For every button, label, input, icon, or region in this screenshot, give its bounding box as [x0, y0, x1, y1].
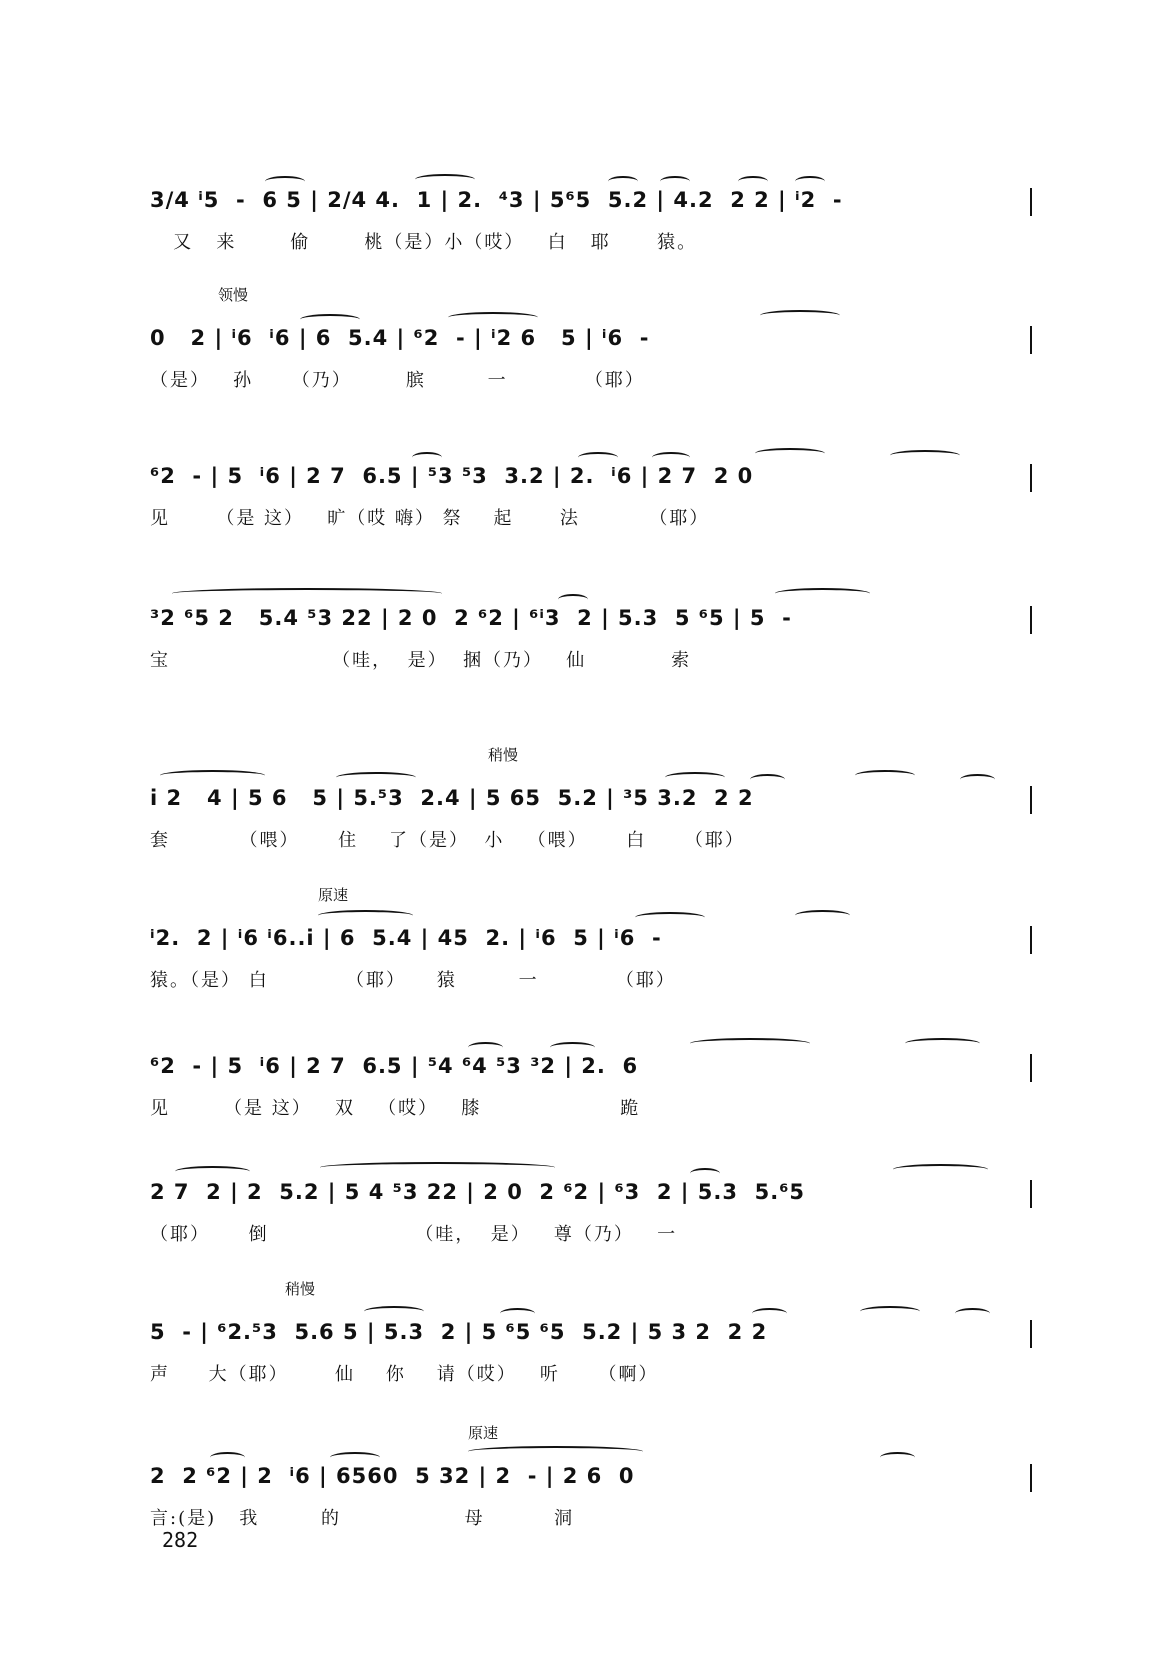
- staff-system-8: [0, 1172, 1157, 1302]
- barline: [1030, 1320, 1032, 1348]
- lyrics-line: （耶） 倒 （哇， 是） 尊（乃） 一: [150, 1224, 678, 1245]
- slur: [893, 1164, 988, 1175]
- slur: [500, 1308, 535, 1319]
- slur: [550, 1042, 595, 1053]
- slur: [860, 1306, 920, 1317]
- slur: [336, 772, 416, 783]
- staff-system-10: [0, 1424, 1157, 1586]
- staff-system-3: [0, 456, 1157, 586]
- notation-line: ⁱ2. 2 | ⁱ6 ⁱ6..i | 6 5.4 | 45 2. | ⁱ6 5 | ⁱ6 -: [150, 926, 662, 950]
- slur: [300, 314, 360, 325]
- barline: [1030, 786, 1032, 814]
- slur: [210, 1452, 245, 1463]
- staff-system-2: [0, 286, 1157, 448]
- lyrics-line: 猿。（是） 白 （耶） 猿 一 （耶）: [150, 970, 676, 991]
- slur: [364, 1306, 424, 1317]
- slur: [760, 310, 840, 321]
- notation-line: 2 7 2 | 2 5.2 | 5 4 ⁵3 22 | 2 0 2 ⁶2 | ⁶3 2 | 5.3 5.⁶5: [150, 1180, 806, 1204]
- slur: [750, 774, 785, 785]
- tempo-marking: 领慢: [218, 286, 249, 304]
- barline: [1030, 926, 1032, 954]
- staff-system-6: [0, 886, 1157, 1048]
- slur: [795, 910, 850, 921]
- slur: [795, 176, 825, 187]
- lyrics-line: 声 大（耶） 仙 你 请（哎） 听 （啊）: [150, 1364, 659, 1385]
- lyrics-line: 套 （喂） 住 了（是） 小 （喂） 白 （耶）: [150, 830, 745, 851]
- barline: [1030, 464, 1032, 492]
- notation-line: 3/4 ⁱ5 - 6 5 | 2/4 4. 1 | 2. ⁴3 | 5⁶5 5.2 | 4.2 2 2 | ⁱ2 -: [150, 188, 843, 212]
- barline: [1030, 188, 1032, 216]
- notation-line: 2 2 ⁶2 | 2 ⁱ6 | 6560 5 32 | 2 - | 2 6 0: [150, 1464, 635, 1488]
- slur: [960, 774, 995, 785]
- notation-line: 0 2 | ⁱ6 ⁱ6 | 6 5.4 | ⁶2 - | ⁱ2 6 5 | ⁱ6 -: [150, 326, 650, 350]
- tempo-marking: 稍慢: [285, 1280, 316, 1298]
- lyrics-line: 又 来 偷 桃（是）小（哎） 白 耶 猿。: [150, 232, 698, 253]
- slur: [660, 176, 690, 187]
- slur: [652, 452, 690, 463]
- tempo-marking: 稍慢: [488, 746, 519, 764]
- slur: [468, 1042, 503, 1053]
- notation-line: i 2 4 | 5 6 5 | 5.⁵3 2.4 | 5 65 5.2 | ³5 3.2 2 2: [150, 786, 754, 810]
- staff-system-7: [0, 1046, 1157, 1176]
- lyrics-line: 宝 （哇， 是） 捆（乃） 仙 索: [150, 650, 692, 671]
- notation-line: ⁶2 - | 5 ⁱ6 | 2 7 6.5 | ⁵3 ⁵3 3.2 | 2. ⁱ6 | 2 7 2 0: [150, 464, 754, 488]
- barline: [1030, 1054, 1032, 1082]
- slur: [690, 1038, 810, 1049]
- slur: [558, 594, 588, 605]
- slur: [172, 588, 442, 599]
- slur: [665, 772, 725, 783]
- notation-line: ⁶2 - | 5 ⁱ6 | 2 7 6.5 | ⁵4 ⁶4 ⁵3 ³2 | 2. 6: [150, 1054, 639, 1078]
- tempo-marking: 原速: [318, 886, 349, 904]
- slur: [775, 588, 870, 599]
- slur: [160, 770, 265, 781]
- staff-system-1: [0, 180, 1157, 310]
- slur: [468, 1446, 643, 1457]
- barline: [1030, 1180, 1032, 1208]
- staff-system-4: [0, 598, 1157, 728]
- lyrics-line: 言:(是) 我 的 母 洞: [150, 1508, 575, 1529]
- slur: [175, 1166, 250, 1177]
- staff-system-9: [0, 1280, 1157, 1442]
- staff-system-5: [0, 746, 1157, 908]
- slur: [330, 1452, 380, 1463]
- slur: [320, 1162, 555, 1173]
- slur: [318, 910, 413, 921]
- slur: [608, 176, 638, 187]
- slur: [890, 450, 960, 461]
- slur: [578, 452, 618, 463]
- barline: [1030, 606, 1032, 634]
- slur: [415, 174, 475, 185]
- slur: [752, 1308, 787, 1319]
- slur: [955, 1308, 990, 1319]
- slur: [738, 176, 768, 187]
- slur: [412, 452, 442, 463]
- lyrics-line: 见 （是 这） 双 （哎） 膝 跪: [150, 1098, 641, 1119]
- barline: [1030, 1464, 1032, 1492]
- slur: [635, 912, 705, 923]
- notation-line: ³2 ⁶5 2 5.4 ⁵3 22 | 2 0 2 ⁶2 | ⁶ⁱ3 2 | 5.3 5 ⁶5 | 5 -: [150, 606, 792, 630]
- slur: [265, 176, 305, 187]
- page-number: 282: [162, 1528, 199, 1552]
- lyrics-line: 见 （是 这） 旷（哎 嗨） 祭 起 法 （耶）: [150, 508, 710, 529]
- slur: [855, 770, 915, 781]
- slur: [880, 1452, 915, 1463]
- barline: [1030, 326, 1032, 354]
- slur: [448, 312, 538, 323]
- notation-line: 5 - | ⁶2.⁵3 5.6 5 | 5.3 2 | 5 ⁶5 ⁶5 5.2 | 5 3 2 2 2: [150, 1320, 768, 1344]
- slur: [690, 1168, 720, 1179]
- tempo-marking: 原速: [468, 1424, 499, 1442]
- slur: [755, 448, 825, 459]
- slur: [905, 1038, 980, 1049]
- lyrics-line: （是） 孙 （乃） 膑 一 （耶）: [150, 370, 645, 391]
